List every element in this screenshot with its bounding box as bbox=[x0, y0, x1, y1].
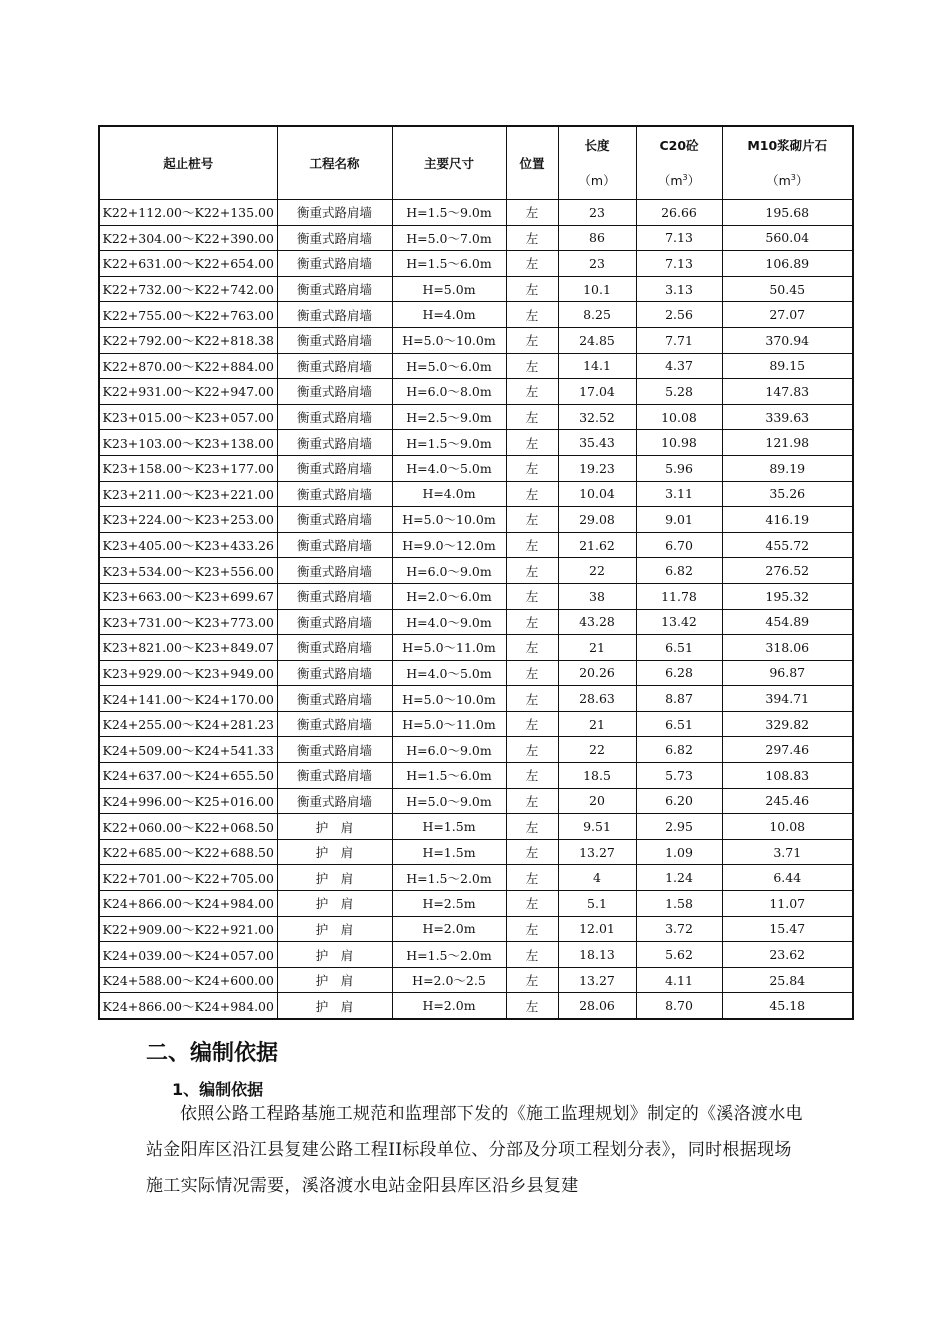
cell-c20: 6.51 bbox=[636, 711, 722, 737]
cell-project-name: 衡重式路肩墙 bbox=[277, 200, 392, 226]
cell-m10: 454.89 bbox=[722, 609, 853, 635]
cell-position: 左 bbox=[506, 891, 558, 917]
cell-dimensions: H=5.0～6.0m bbox=[392, 353, 506, 379]
table-row bbox=[99, 788, 853, 814]
cell-m10: 45.18 bbox=[722, 993, 853, 1019]
cell-station: K23+015.00～K23+057.00 bbox=[99, 404, 277, 430]
cell-position: 左 bbox=[506, 558, 558, 584]
cell-length: 23 bbox=[558, 200, 636, 226]
cell-project-name: 衡重式路肩墙 bbox=[277, 404, 392, 430]
cell-project-name: 护 肩 bbox=[277, 942, 392, 968]
cell-position: 左 bbox=[506, 327, 558, 353]
cell-c20: 6.82 bbox=[636, 737, 722, 763]
table-row bbox=[99, 455, 853, 481]
cell-position: 左 bbox=[506, 686, 558, 712]
table-row bbox=[99, 609, 853, 635]
cell-dimensions: H=5.0～11.0m bbox=[392, 711, 506, 737]
cell-dimensions: H=5.0～10.0m bbox=[392, 327, 506, 353]
cell-dimensions: H=1.5m bbox=[392, 839, 506, 865]
cell-station: K22+631.00～K22+654.00 bbox=[99, 251, 277, 277]
cell-station: K24+039.00～K24+057.00 bbox=[99, 942, 277, 968]
cell-dimensions: H=5.0～10.0m bbox=[392, 507, 506, 533]
cell-project-name: 衡重式路肩墙 bbox=[277, 737, 392, 763]
cell-position: 左 bbox=[506, 481, 558, 507]
cell-dimensions: H=6.0～8.0m bbox=[392, 379, 506, 405]
cell-c20: 11.78 bbox=[636, 583, 722, 609]
cell-m10: 245.46 bbox=[722, 788, 853, 814]
cell-position: 左 bbox=[506, 455, 558, 481]
cell-m10: 121.98 bbox=[722, 430, 853, 456]
cell-length: 21.62 bbox=[558, 532, 636, 558]
quantity-table-container bbox=[98, 125, 852, 1020]
cell-c20: 8.87 bbox=[636, 686, 722, 712]
table-row bbox=[99, 839, 853, 865]
cell-station: K22+755.00～K22+763.00 bbox=[99, 302, 277, 328]
cell-project-name: 衡重式路肩墙 bbox=[277, 660, 392, 686]
cell-length: 86 bbox=[558, 225, 636, 251]
cell-dimensions: H=1.5～6.0m bbox=[392, 251, 506, 277]
cell-station: K22+304.00～K22+390.00 bbox=[99, 225, 277, 251]
cell-m10: 329.82 bbox=[722, 711, 853, 737]
cell-position: 左 bbox=[506, 379, 558, 405]
body-paragraph: 依照公路工程路基施工规范和监理部下发的《施工监理规划》制定的《溪洛渡水电站金阳库区沿江县复建公路工程II标段单位、分部及分项工程划分表》，同时根据现场施工实际情况需要，溪洛渡水电站金阳县库区沿乡县复建 bbox=[146, 1104, 803, 1196]
cell-station: K24+509.00～K24+541.33 bbox=[99, 737, 277, 763]
cell-position: 左 bbox=[506, 711, 558, 737]
table-row bbox=[99, 737, 853, 763]
cell-dimensions: H=1.5～6.0m bbox=[392, 763, 506, 789]
cell-project-name: 衡重式路肩墙 bbox=[277, 711, 392, 737]
table-row bbox=[99, 430, 853, 456]
table-row bbox=[99, 711, 853, 737]
cell-station: K22+909.00～K22+921.00 bbox=[99, 916, 277, 942]
cell-m10: 25.84 bbox=[722, 967, 853, 993]
cell-station: K23+158.00～K23+177.00 bbox=[99, 455, 277, 481]
cell-station: K23+663.00～K23+699.67 bbox=[99, 583, 277, 609]
cell-m10: 276.52 bbox=[722, 558, 853, 584]
cell-position: 左 bbox=[506, 839, 558, 865]
cell-project-name: 衡重式路肩墙 bbox=[277, 763, 392, 789]
cell-dimensions: H=4.0～5.0m bbox=[392, 455, 506, 481]
cell-position: 左 bbox=[506, 276, 558, 302]
cell-position: 左 bbox=[506, 583, 558, 609]
table-row bbox=[99, 686, 853, 712]
cell-station: K23+405.00～K23+433.26 bbox=[99, 532, 277, 558]
cell-c20: 3.13 bbox=[636, 276, 722, 302]
cell-c20: 8.70 bbox=[636, 993, 722, 1019]
cell-project-name: 衡重式路肩墙 bbox=[277, 455, 392, 481]
cell-project-name: 衡重式路肩墙 bbox=[277, 788, 392, 814]
cell-project-name: 衡重式路肩墙 bbox=[277, 276, 392, 302]
cell-dimensions: H=2.0～6.0m bbox=[392, 583, 506, 609]
cell-position: 左 bbox=[506, 737, 558, 763]
cell-dimensions: H=9.0～12.0m bbox=[392, 532, 506, 558]
cell-c20: 6.28 bbox=[636, 660, 722, 686]
cell-station: K22+870.00～K22+884.00 bbox=[99, 353, 277, 379]
cell-length: 20 bbox=[558, 788, 636, 814]
cell-length: 19.23 bbox=[558, 455, 636, 481]
cell-length: 24.85 bbox=[558, 327, 636, 353]
cell-c20: 9.01 bbox=[636, 507, 722, 533]
cell-m10: 50.45 bbox=[722, 276, 853, 302]
cell-c20: 7.13 bbox=[636, 251, 722, 277]
cell-length: 9.51 bbox=[558, 814, 636, 840]
cell-m10: 394.71 bbox=[722, 686, 853, 712]
cell-m10: 23.62 bbox=[722, 942, 853, 968]
table-row bbox=[99, 379, 853, 405]
table-row bbox=[99, 814, 853, 840]
cell-length: 5.1 bbox=[558, 891, 636, 917]
cell-length: 10.1 bbox=[558, 276, 636, 302]
cell-length: 22 bbox=[558, 558, 636, 584]
cell-project-name: 衡重式路肩墙 bbox=[277, 583, 392, 609]
cell-length: 17.04 bbox=[558, 379, 636, 405]
table-row bbox=[99, 532, 853, 558]
section-subheading: 1、编制依据 bbox=[172, 1080, 264, 1099]
cell-project-name: 衡重式路肩墙 bbox=[277, 379, 392, 405]
cell-station: K24+866.00～K24+984.00 bbox=[99, 891, 277, 917]
header-m10-masonry: M10浆砌片石 $(m^3)$ bbox=[722, 126, 853, 200]
cell-m10: 455.72 bbox=[722, 532, 853, 558]
cell-m10: 11.07 bbox=[722, 891, 853, 917]
cell-dimensions: H=1.5m bbox=[392, 814, 506, 840]
cell-c20: 5.62 bbox=[636, 942, 722, 968]
cell-length: 21 bbox=[558, 711, 636, 737]
cell-position: 左 bbox=[506, 404, 558, 430]
table-row bbox=[99, 481, 853, 507]
table-row bbox=[99, 865, 853, 891]
header-project-name: 工程名称 bbox=[277, 126, 392, 200]
cell-m10: 89.15 bbox=[722, 353, 853, 379]
cell-position: 左 bbox=[506, 763, 558, 789]
cell-dimensions: H=1.5～9.0m bbox=[392, 200, 506, 226]
cell-c20: 1.58 bbox=[636, 891, 722, 917]
cell-length: 43.28 bbox=[558, 609, 636, 635]
table-row bbox=[99, 404, 853, 430]
cell-project-name: 护 肩 bbox=[277, 916, 392, 942]
cell-length: 35.43 bbox=[558, 430, 636, 456]
cell-length: 32.52 bbox=[558, 404, 636, 430]
cell-c20: 5.28 bbox=[636, 379, 722, 405]
cell-position: 左 bbox=[506, 660, 558, 686]
cell-position: 左 bbox=[506, 788, 558, 814]
cell-station: K22+701.00～K22+705.00 bbox=[99, 865, 277, 891]
cell-m10: 27.07 bbox=[722, 302, 853, 328]
cell-m10: 108.83 bbox=[722, 763, 853, 789]
cell-dimensions: H=6.0～9.0m bbox=[392, 558, 506, 584]
cell-project-name: 衡重式路肩墙 bbox=[277, 430, 392, 456]
table-row bbox=[99, 507, 853, 533]
cell-c20: 7.71 bbox=[636, 327, 722, 353]
cell-position: 左 bbox=[506, 353, 558, 379]
header-position: 位置 bbox=[506, 126, 558, 200]
cell-project-name: 衡重式路肩墙 bbox=[277, 327, 392, 353]
table-row bbox=[99, 967, 853, 993]
cell-c20: 7.13 bbox=[636, 225, 722, 251]
cell-length: 21 bbox=[558, 635, 636, 661]
cell-dimensions: H=5.0～9.0m bbox=[392, 788, 506, 814]
cell-c20: 6.70 bbox=[636, 532, 722, 558]
table-row bbox=[99, 353, 853, 379]
cell-station: K24+141.00～K24+170.00 bbox=[99, 686, 277, 712]
header-c20-concrete: C20砼 $(m^3)$ bbox=[636, 126, 722, 200]
cell-project-name: 衡重式路肩墙 bbox=[277, 686, 392, 712]
cell-project-name: 护 肩 bbox=[277, 967, 392, 993]
cell-dimensions: H=5.0～7.0m bbox=[392, 225, 506, 251]
cell-dimensions: H=2.5～9.0m bbox=[392, 404, 506, 430]
cell-m10: 15.47 bbox=[722, 916, 853, 942]
cell-station: K22+931.00～K22+947.00 bbox=[99, 379, 277, 405]
cell-m10: 106.89 bbox=[722, 251, 853, 277]
cell-station: K24+588.00～K24+600.00 bbox=[99, 967, 277, 993]
table-row bbox=[99, 251, 853, 277]
cell-dimensions: H=4.0～5.0m bbox=[392, 660, 506, 686]
cell-dimensions: H=5.0～11.0m bbox=[392, 635, 506, 661]
cell-position: 左 bbox=[506, 225, 558, 251]
cell-length: 18.13 bbox=[558, 942, 636, 968]
table-row bbox=[99, 327, 853, 353]
cell-length: 28.06 bbox=[558, 993, 636, 1019]
cell-dimensions: H=4.0～9.0m bbox=[392, 609, 506, 635]
header-station: 起止桩号 bbox=[99, 126, 277, 200]
table-row bbox=[99, 200, 853, 226]
cell-c20: 10.08 bbox=[636, 404, 722, 430]
cell-c20: 2.95 bbox=[636, 814, 722, 840]
cell-dimensions: H=2.0～2.5 bbox=[392, 967, 506, 993]
cell-m10: 370.94 bbox=[722, 327, 853, 353]
cell-c20: 1.24 bbox=[636, 865, 722, 891]
table-row bbox=[99, 660, 853, 686]
table-header-row bbox=[99, 126, 853, 200]
cell-m10: 195.68 bbox=[722, 200, 853, 226]
table-row bbox=[99, 635, 853, 661]
cell-length: 22 bbox=[558, 737, 636, 763]
cell-project-name: 衡重式路肩墙 bbox=[277, 558, 392, 584]
cell-position: 左 bbox=[506, 251, 558, 277]
cell-m10: 89.19 bbox=[722, 455, 853, 481]
cell-length: 20.26 bbox=[558, 660, 636, 686]
header-length: 长度 （m） bbox=[558, 126, 636, 200]
cell-station: K22+112.00～K22+135.00 bbox=[99, 200, 277, 226]
table-body bbox=[99, 200, 853, 1020]
table-row bbox=[99, 942, 853, 968]
cell-station: K22+060.00～K22+068.50 bbox=[99, 814, 277, 840]
cell-dimensions: H=2.0m bbox=[392, 993, 506, 1019]
cell-dimensions: H=5.0～10.0m bbox=[392, 686, 506, 712]
cell-project-name: 衡重式路肩墙 bbox=[277, 507, 392, 533]
cell-station: K23+731.00～K23+773.00 bbox=[99, 609, 277, 635]
cell-position: 左 bbox=[506, 942, 558, 968]
cell-position: 左 bbox=[506, 865, 558, 891]
cell-station: K23+211.00～K23+221.00 bbox=[99, 481, 277, 507]
table-row bbox=[99, 302, 853, 328]
cell-length: 13.27 bbox=[558, 839, 636, 865]
table-row bbox=[99, 763, 853, 789]
cell-m10: 6.44 bbox=[722, 865, 853, 891]
cell-station: K22+685.00～K22+688.50 bbox=[99, 839, 277, 865]
quantity-table bbox=[98, 125, 854, 1020]
cell-c20: 3.11 bbox=[636, 481, 722, 507]
cell-length: 12.01 bbox=[558, 916, 636, 942]
cell-station: K22+792.00～K22+818.38 bbox=[99, 327, 277, 353]
cell-length: 4 bbox=[558, 865, 636, 891]
cell-m10: 10.08 bbox=[722, 814, 853, 840]
cell-length: 14.1 bbox=[558, 353, 636, 379]
table-row bbox=[99, 276, 853, 302]
cell-c20: 3.72 bbox=[636, 916, 722, 942]
cell-length: 23 bbox=[558, 251, 636, 277]
cell-dimensions: H=4.0m bbox=[392, 302, 506, 328]
cell-station: K22+732.00～K22+742.00 bbox=[99, 276, 277, 302]
cell-station: K24+637.00～K24+655.50 bbox=[99, 763, 277, 789]
cell-length: 28.63 bbox=[558, 686, 636, 712]
cell-c20: 6.82 bbox=[636, 558, 722, 584]
cell-station: K24+866.00～K24+984.00 bbox=[99, 993, 277, 1019]
cell-length: 13.27 bbox=[558, 967, 636, 993]
cell-c20: 5.73 bbox=[636, 763, 722, 789]
cell-project-name: 衡重式路肩墙 bbox=[277, 609, 392, 635]
cell-project-name: 护 肩 bbox=[277, 814, 392, 840]
cell-station: K23+103.00～K23+138.00 bbox=[99, 430, 277, 456]
cell-station: K23+929.00～K23+949.00 bbox=[99, 660, 277, 686]
table-row bbox=[99, 891, 853, 917]
cell-position: 左 bbox=[506, 635, 558, 661]
cell-project-name: 衡重式路肩墙 bbox=[277, 532, 392, 558]
cell-length: 38 bbox=[558, 583, 636, 609]
cell-station: K23+224.00～K23+253.00 bbox=[99, 507, 277, 533]
cell-c20: 1.09 bbox=[636, 839, 722, 865]
cell-dimensions: H=6.0～9.0m bbox=[392, 737, 506, 763]
cell-c20: 6.20 bbox=[636, 788, 722, 814]
cell-m10: 297.46 bbox=[722, 737, 853, 763]
cell-dimensions: H=1.5～2.0m bbox=[392, 942, 506, 968]
cell-m10: 560.04 bbox=[722, 225, 853, 251]
cell-m10: 339.63 bbox=[722, 404, 853, 430]
cell-dimensions: H=5.0m bbox=[392, 276, 506, 302]
cell-position: 左 bbox=[506, 916, 558, 942]
cell-position: 左 bbox=[506, 609, 558, 635]
cell-c20: 4.37 bbox=[636, 353, 722, 379]
cell-m10: 35.26 bbox=[722, 481, 853, 507]
section-heading: 二、编制依据 bbox=[146, 1041, 279, 1066]
cell-position: 左 bbox=[506, 814, 558, 840]
cell-length: 18.5 bbox=[558, 763, 636, 789]
table-row bbox=[99, 916, 853, 942]
cell-m10: 147.83 bbox=[722, 379, 853, 405]
cell-project-name: 衡重式路肩墙 bbox=[277, 635, 392, 661]
cell-length: 29.08 bbox=[558, 507, 636, 533]
table-row bbox=[99, 225, 853, 251]
cell-station: K23+534.00～K23+556.00 bbox=[99, 558, 277, 584]
table-row bbox=[99, 583, 853, 609]
cell-project-name: 护 肩 bbox=[277, 839, 392, 865]
cell-c20: 26.66 bbox=[636, 200, 722, 226]
cell-project-name: 衡重式路肩墙 bbox=[277, 353, 392, 379]
cell-length: 8.25 bbox=[558, 302, 636, 328]
cell-project-name: 衡重式路肩墙 bbox=[277, 251, 392, 277]
cell-station: K24+996.00～K25+016.00 bbox=[99, 788, 277, 814]
cell-m10: 96.87 bbox=[722, 660, 853, 686]
cell-project-name: 衡重式路肩墙 bbox=[277, 225, 392, 251]
cell-position: 左 bbox=[506, 532, 558, 558]
cell-dimensions: H=1.5～9.0m bbox=[392, 430, 506, 456]
cell-m10: 318.06 bbox=[722, 635, 853, 661]
cell-dimensions: H=1.5～2.0m bbox=[392, 865, 506, 891]
cell-position: 左 bbox=[506, 507, 558, 533]
cell-project-name: 衡重式路肩墙 bbox=[277, 481, 392, 507]
cell-project-name: 护 肩 bbox=[277, 865, 392, 891]
cell-position: 左 bbox=[506, 430, 558, 456]
cell-dimensions: H=2.5m bbox=[392, 891, 506, 917]
cell-m10: 3.71 bbox=[722, 839, 853, 865]
cell-project-name: 衡重式路肩墙 bbox=[277, 302, 392, 328]
cell-station: K24+255.00～K24+281.23 bbox=[99, 711, 277, 737]
cell-c20: 5.96 bbox=[636, 455, 722, 481]
cell-c20: 4.11 bbox=[636, 967, 722, 993]
cell-dimensions: H=4.0m bbox=[392, 481, 506, 507]
cell-position: 左 bbox=[506, 967, 558, 993]
cell-c20: 2.56 bbox=[636, 302, 722, 328]
header-main-dimensions: 主要尺寸 bbox=[392, 126, 506, 200]
cell-position: 左 bbox=[506, 200, 558, 226]
cell-position: 左 bbox=[506, 993, 558, 1019]
table-row bbox=[99, 993, 853, 1019]
cell-m10: 416.19 bbox=[722, 507, 853, 533]
table-row bbox=[99, 558, 853, 584]
cell-c20: 13.42 bbox=[636, 609, 722, 635]
cell-dimensions: H=2.0m bbox=[392, 916, 506, 942]
cell-c20: 6.51 bbox=[636, 635, 722, 661]
cell-c20: 10.98 bbox=[636, 430, 722, 456]
cell-length: 10.04 bbox=[558, 481, 636, 507]
cell-project-name: 护 肩 bbox=[277, 891, 392, 917]
cell-station: K23+821.00～K23+849.07 bbox=[99, 635, 277, 661]
cell-project-name: 护 肩 bbox=[277, 993, 392, 1019]
cell-m10: 195.32 bbox=[722, 583, 853, 609]
cell-position: 左 bbox=[506, 302, 558, 328]
